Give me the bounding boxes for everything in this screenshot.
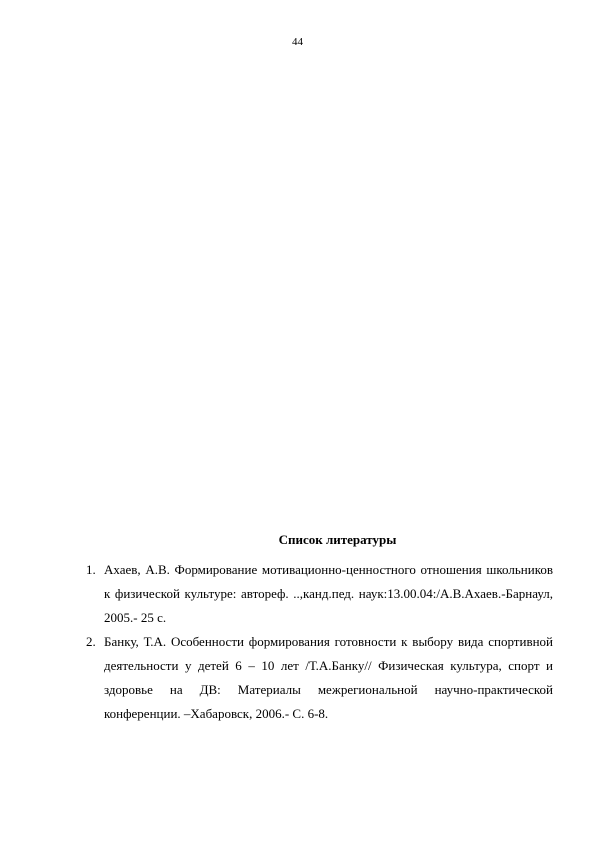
references-list [86,558,553,726]
reference-item-2 [86,630,553,726]
reference-text: Ахаев, А.В. Формирование мотивационно-ценностного отношения школьников к физической культуре: автореф. ..,канд.пед. наук:13.00.04:/А.В.Ахаев.-Барнаул, 2005.- 25 с. [104,562,553,625]
page-number: 44 [292,36,303,48]
reference-number: 2. [86,634,96,649]
reference-text: Банку, Т.А. Особенности формирования готовности к выбору вида спортивной деятельности у детей 6 – 10 лет /Т.А.Банку// Физическая культура, спорт и здоровье на ДВ: Материалы межрегиональной научно-практической конференции. –Хабаровск, 2006.- С. 6-8. [104,634,553,721]
references-section [86,530,553,726]
references-title: Список литературы [278,532,397,547]
reference-item-1 [86,558,553,630]
reference-number: 1. [86,562,96,577]
